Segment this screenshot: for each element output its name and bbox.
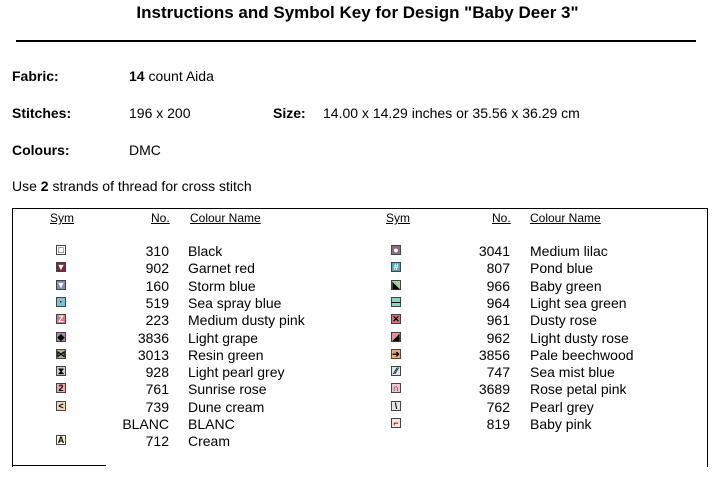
fabric-rest: count Aida [144, 68, 214, 84]
header-sym-right: Sym [386, 211, 410, 225]
colours-label: Colours: [12, 142, 70, 158]
size-value: 14.00 x 14.29 inches or 35.56 x 36.29 cm [323, 105, 580, 121]
symbol-swatch-icon: ▼ [56, 279, 66, 290]
note-pre: Use [12, 178, 41, 194]
colour-name: Light sea green [530, 294, 627, 311]
symbol-swatch-icon: ⁄⁄ [391, 366, 401, 376]
symbol-swatch-icon: · [56, 297, 66, 307]
symbol-swatch-icon: ◣ [392, 279, 400, 290]
colour-name: Dusty rose [530, 312, 597, 329]
symbol-swatch-icon: ➔ [392, 348, 400, 359]
colour-number: 762 [486, 398, 510, 415]
colour-number: 310 [145, 243, 169, 259]
colour-number: BLANC [122, 416, 169, 432]
note-strands: 2 [40, 178, 49, 194]
colour-name: Light grape [188, 329, 259, 346]
colour-name: Sea mist blue [530, 364, 615, 381]
symbol-swatch-icon: # [391, 262, 401, 272]
colour-number: 902 [145, 260, 169, 277]
colour-name: Dune cream [188, 398, 265, 415]
colour-number: 962 [486, 329, 510, 346]
colour-number: 807 [486, 260, 510, 277]
note-post: strands of thread for cross stitch [48, 178, 252, 194]
fabric-value [129, 68, 214, 84]
symbol-swatch-icon: ◆ [57, 331, 65, 342]
colour-name: Baby pink [530, 416, 592, 432]
colour-number: 3836 [137, 329, 169, 346]
colour-number: 223 [145, 312, 169, 329]
symbol-swatch-icon: — [391, 296, 401, 307]
colour-number: 966 [486, 277, 510, 294]
table-bottom-rule [12, 465, 106, 466]
colour-number: 712 [145, 433, 169, 450]
colour-number: 761 [145, 381, 169, 398]
colour-number: 519 [145, 294, 169, 311]
colour-name: Rose petal pink [530, 381, 627, 398]
colour-number: 961 [486, 312, 510, 329]
page-title: Instructions and Symbol Key for Design "Baby Deer 3" [136, 3, 579, 22]
size-label: Size: [273, 105, 306, 121]
fabric-count: 14 [129, 68, 145, 84]
symbol-swatch-icon: 2 [56, 383, 66, 393]
colour-name: Light dusty rose [530, 329, 629, 346]
symbol-swatch-icon: ▼ [56, 262, 66, 273]
fabric-label: Fabric: [12, 68, 59, 84]
colour-number: 3041 [478, 243, 510, 259]
colour-name: Resin green [188, 346, 264, 363]
symbol-swatch-icon: ⌐ [391, 418, 401, 428]
symbol-swatch-icon: A [57, 435, 65, 446]
colour-number: 3689 [478, 381, 510, 398]
colour-name: Medium dusty pink [188, 312, 305, 329]
colour-name: Medium lilac [530, 243, 608, 259]
colour-number: 964 [486, 294, 510, 311]
header-name-right: Colour Name [530, 211, 601, 225]
colour-name: Cream [188, 433, 231, 450]
colour-name: Pond blue [530, 260, 594, 277]
colour-number: 3013 [137, 346, 169, 363]
symbol-swatch-icon: □ [56, 245, 66, 255]
colour-name: Baby green [530, 277, 602, 294]
header-sym-left: Sym [50, 211, 74, 225]
colour-name: BLANC [188, 416, 235, 432]
colour-number: 739 [145, 398, 169, 415]
symbol-swatch-icon: < [56, 401, 66, 411]
symbol-swatch-icon: ⋈ [56, 348, 66, 359]
symbol-swatch-icon: Z [56, 314, 66, 324]
colour-number: 747 [486, 364, 510, 381]
colour-name: Storm blue [188, 277, 256, 294]
title-rule [16, 40, 696, 42]
header-name-left: Colour Name [190, 211, 261, 225]
colour-name: Pale beechwood [530, 346, 634, 363]
colour-name: Garnet red [188, 260, 255, 277]
colour-number: 3856 [478, 346, 510, 363]
colour-number: 819 [486, 416, 510, 432]
colour-name: Pearl grey [530, 398, 594, 415]
colour-number: 928 [145, 364, 169, 381]
stitches-label: Stitches: [12, 105, 72, 121]
colour-name: Sunrise rose [188, 381, 267, 398]
header-no-left: No. [151, 211, 170, 225]
symbol-swatch-icon: ∩ [392, 383, 400, 394]
header-no-right: No. [492, 211, 511, 225]
symbol-swatch-icon: ● [391, 245, 401, 255]
stitches-value: 196 x 200 [129, 105, 191, 121]
instruction-note [12, 178, 252, 194]
colour-number: 160 [145, 277, 169, 294]
symbol-swatch-icon: \ [391, 401, 401, 411]
symbol-swatch-icon: ⧗ [57, 366, 65, 377]
symbol-swatch-icon: ✕ [392, 314, 400, 325]
colours-value: DMC [129, 142, 161, 158]
colour-name: Light pearl grey [188, 364, 285, 381]
colour-name: Sea spray blue [188, 294, 282, 311]
symbol-swatch-icon: ◢ [392, 331, 400, 342]
colour-name: Black [188, 243, 223, 259]
